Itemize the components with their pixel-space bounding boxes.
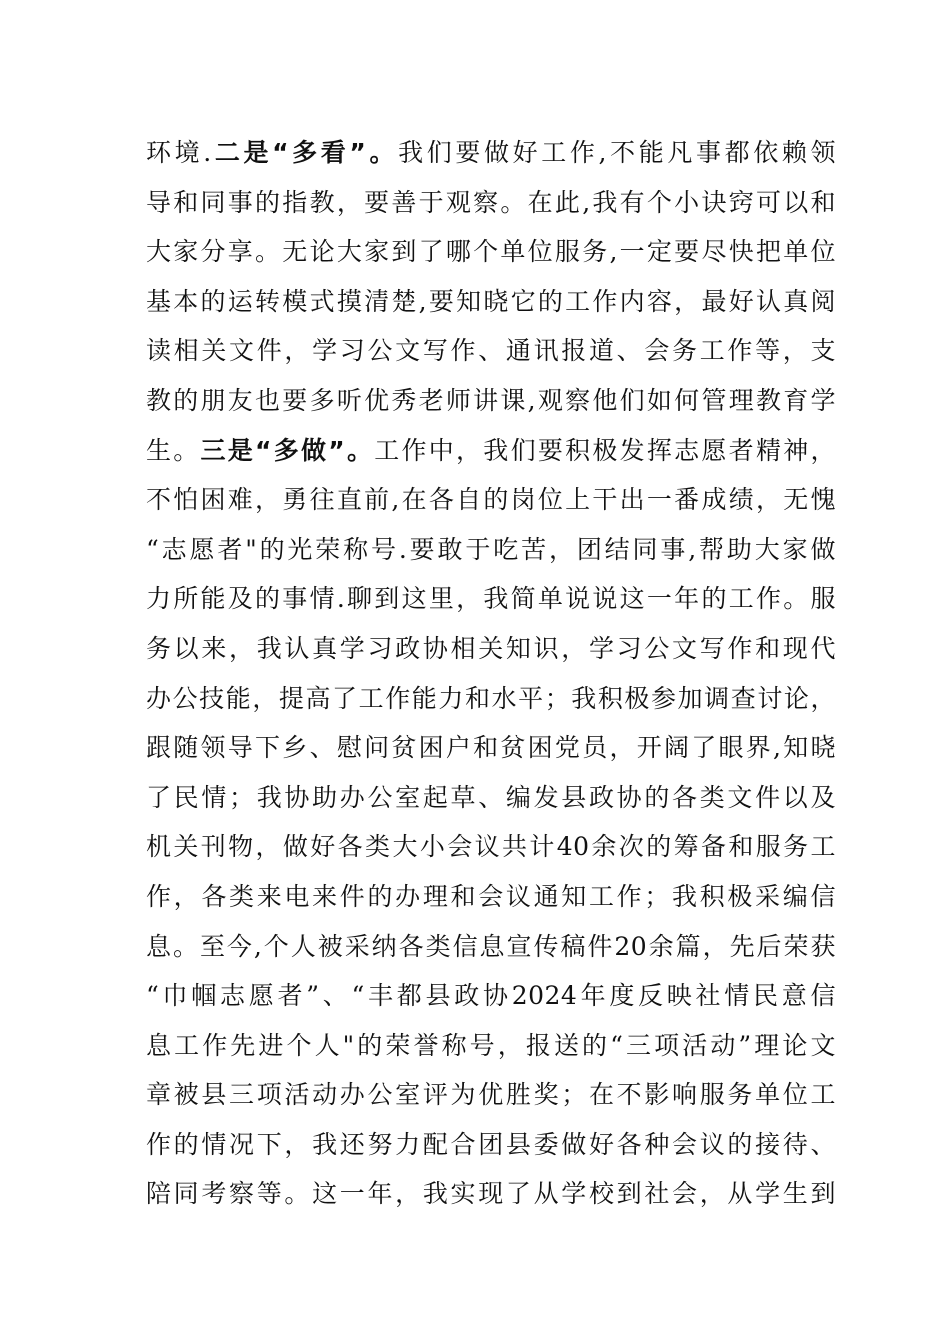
text-line <box>146 326 836 376</box>
text-line <box>146 1169 836 1219</box>
text-line <box>146 227 836 277</box>
text-segment: 办公技能，提高了工作能力和水平；我积极参加调查讨论， <box>146 683 836 713</box>
text-segment: 机关刊物，做好各类大小会议共计40余次的筹备和服务工 <box>146 832 836 862</box>
bold-heading-phrase: 二是“多看”。 <box>211 138 399 167</box>
text-line <box>146 426 836 476</box>
text-segment: 工作中，我们要积极发挥志愿者精神， <box>374 435 836 465</box>
text-line <box>146 475 836 525</box>
text-segment: 不怕困难，勇往直前,在各自的岗位上干出一番成绩，无愧 <box>146 485 836 515</box>
text-segment: “志愿者"的光荣称号.要敢于吃苦，团结同事,帮助大家做 <box>146 534 836 564</box>
text-segment: 读相关文件，学习公文写作、通讯报道、会务工作等，支 <box>146 336 836 366</box>
text-line <box>146 178 836 228</box>
text-segment: 教的朋友也要多听优秀老师讲课,观察他们如何管理教育学 <box>146 385 836 415</box>
text-line <box>146 1021 836 1071</box>
text-line <box>146 674 836 724</box>
text-segment: 导和同事的指教，要善于观察。在此,我有个小诀窍可以和 <box>146 187 836 217</box>
text-segment: 力所能及的事情.聊到这里，我简单说说这一年的工作。服 <box>146 584 836 614</box>
text-segment: 我们要做好工作,不能凡事都依赖领 <box>398 138 837 167</box>
text-segment: 息。至今,个人被采纳各类信息宣传稿件20余篇，先后荣获 <box>146 931 836 961</box>
text-segment: 基本的运转模式摸清楚,要知晓它的工作内容，最好认真阅 <box>146 286 836 316</box>
text-segment: 陪同考察等。这一年，我实现了从学校到社会，从学生到 <box>146 1179 836 1209</box>
text-line <box>146 128 836 178</box>
text-segment: 务以来，我认真学习政协相关知识，学习公文写作和现代 <box>146 633 836 663</box>
text-segment: 作的情况下，我还努力配合团县委做好各种会议的接待、 <box>146 1129 836 1159</box>
text-segment: “巾帼志愿者”、“丰都县政协2024年度反映社情民意信 <box>146 981 836 1011</box>
text-segment: 生。 <box>146 435 201 465</box>
text-line <box>146 624 836 674</box>
body-text <box>146 128 836 1219</box>
text-segment: 环境. <box>146 138 212 167</box>
text-line <box>146 1070 836 1120</box>
text-segment: 息工作先进个人"的荣誉称号，报送的“三项活动”理论文 <box>146 1030 836 1060</box>
text-line <box>146 574 836 624</box>
text-line <box>146 773 836 823</box>
bold-heading-phrase: 三是“多做”。 <box>200 435 375 465</box>
text-line <box>146 1120 836 1170</box>
text-line <box>146 872 836 922</box>
text-line <box>146 277 836 327</box>
text-segment: 章被县三项活动办公室评为优胜奖；在不影响服务单位工 <box>146 1080 836 1110</box>
text-segment: 了民情；我协助办公室起草、编发县政协的各类文件以及 <box>146 782 836 812</box>
text-segment: 大家分享。无论大家到了哪个单位服务,一定要尽快把单位 <box>146 237 836 267</box>
text-line <box>146 822 836 872</box>
text-line <box>146 971 836 1021</box>
text-line <box>146 922 836 972</box>
text-line <box>146 723 836 773</box>
text-line <box>146 376 836 426</box>
text-segment: 跟随领导下乡、慰问贫困户和贫困党员，开阔了眼界,知晓 <box>146 733 836 763</box>
text-segment: 作，各类来电来件的办理和会议通知工作；我积极采编信 <box>146 881 836 911</box>
text-line <box>146 525 836 575</box>
